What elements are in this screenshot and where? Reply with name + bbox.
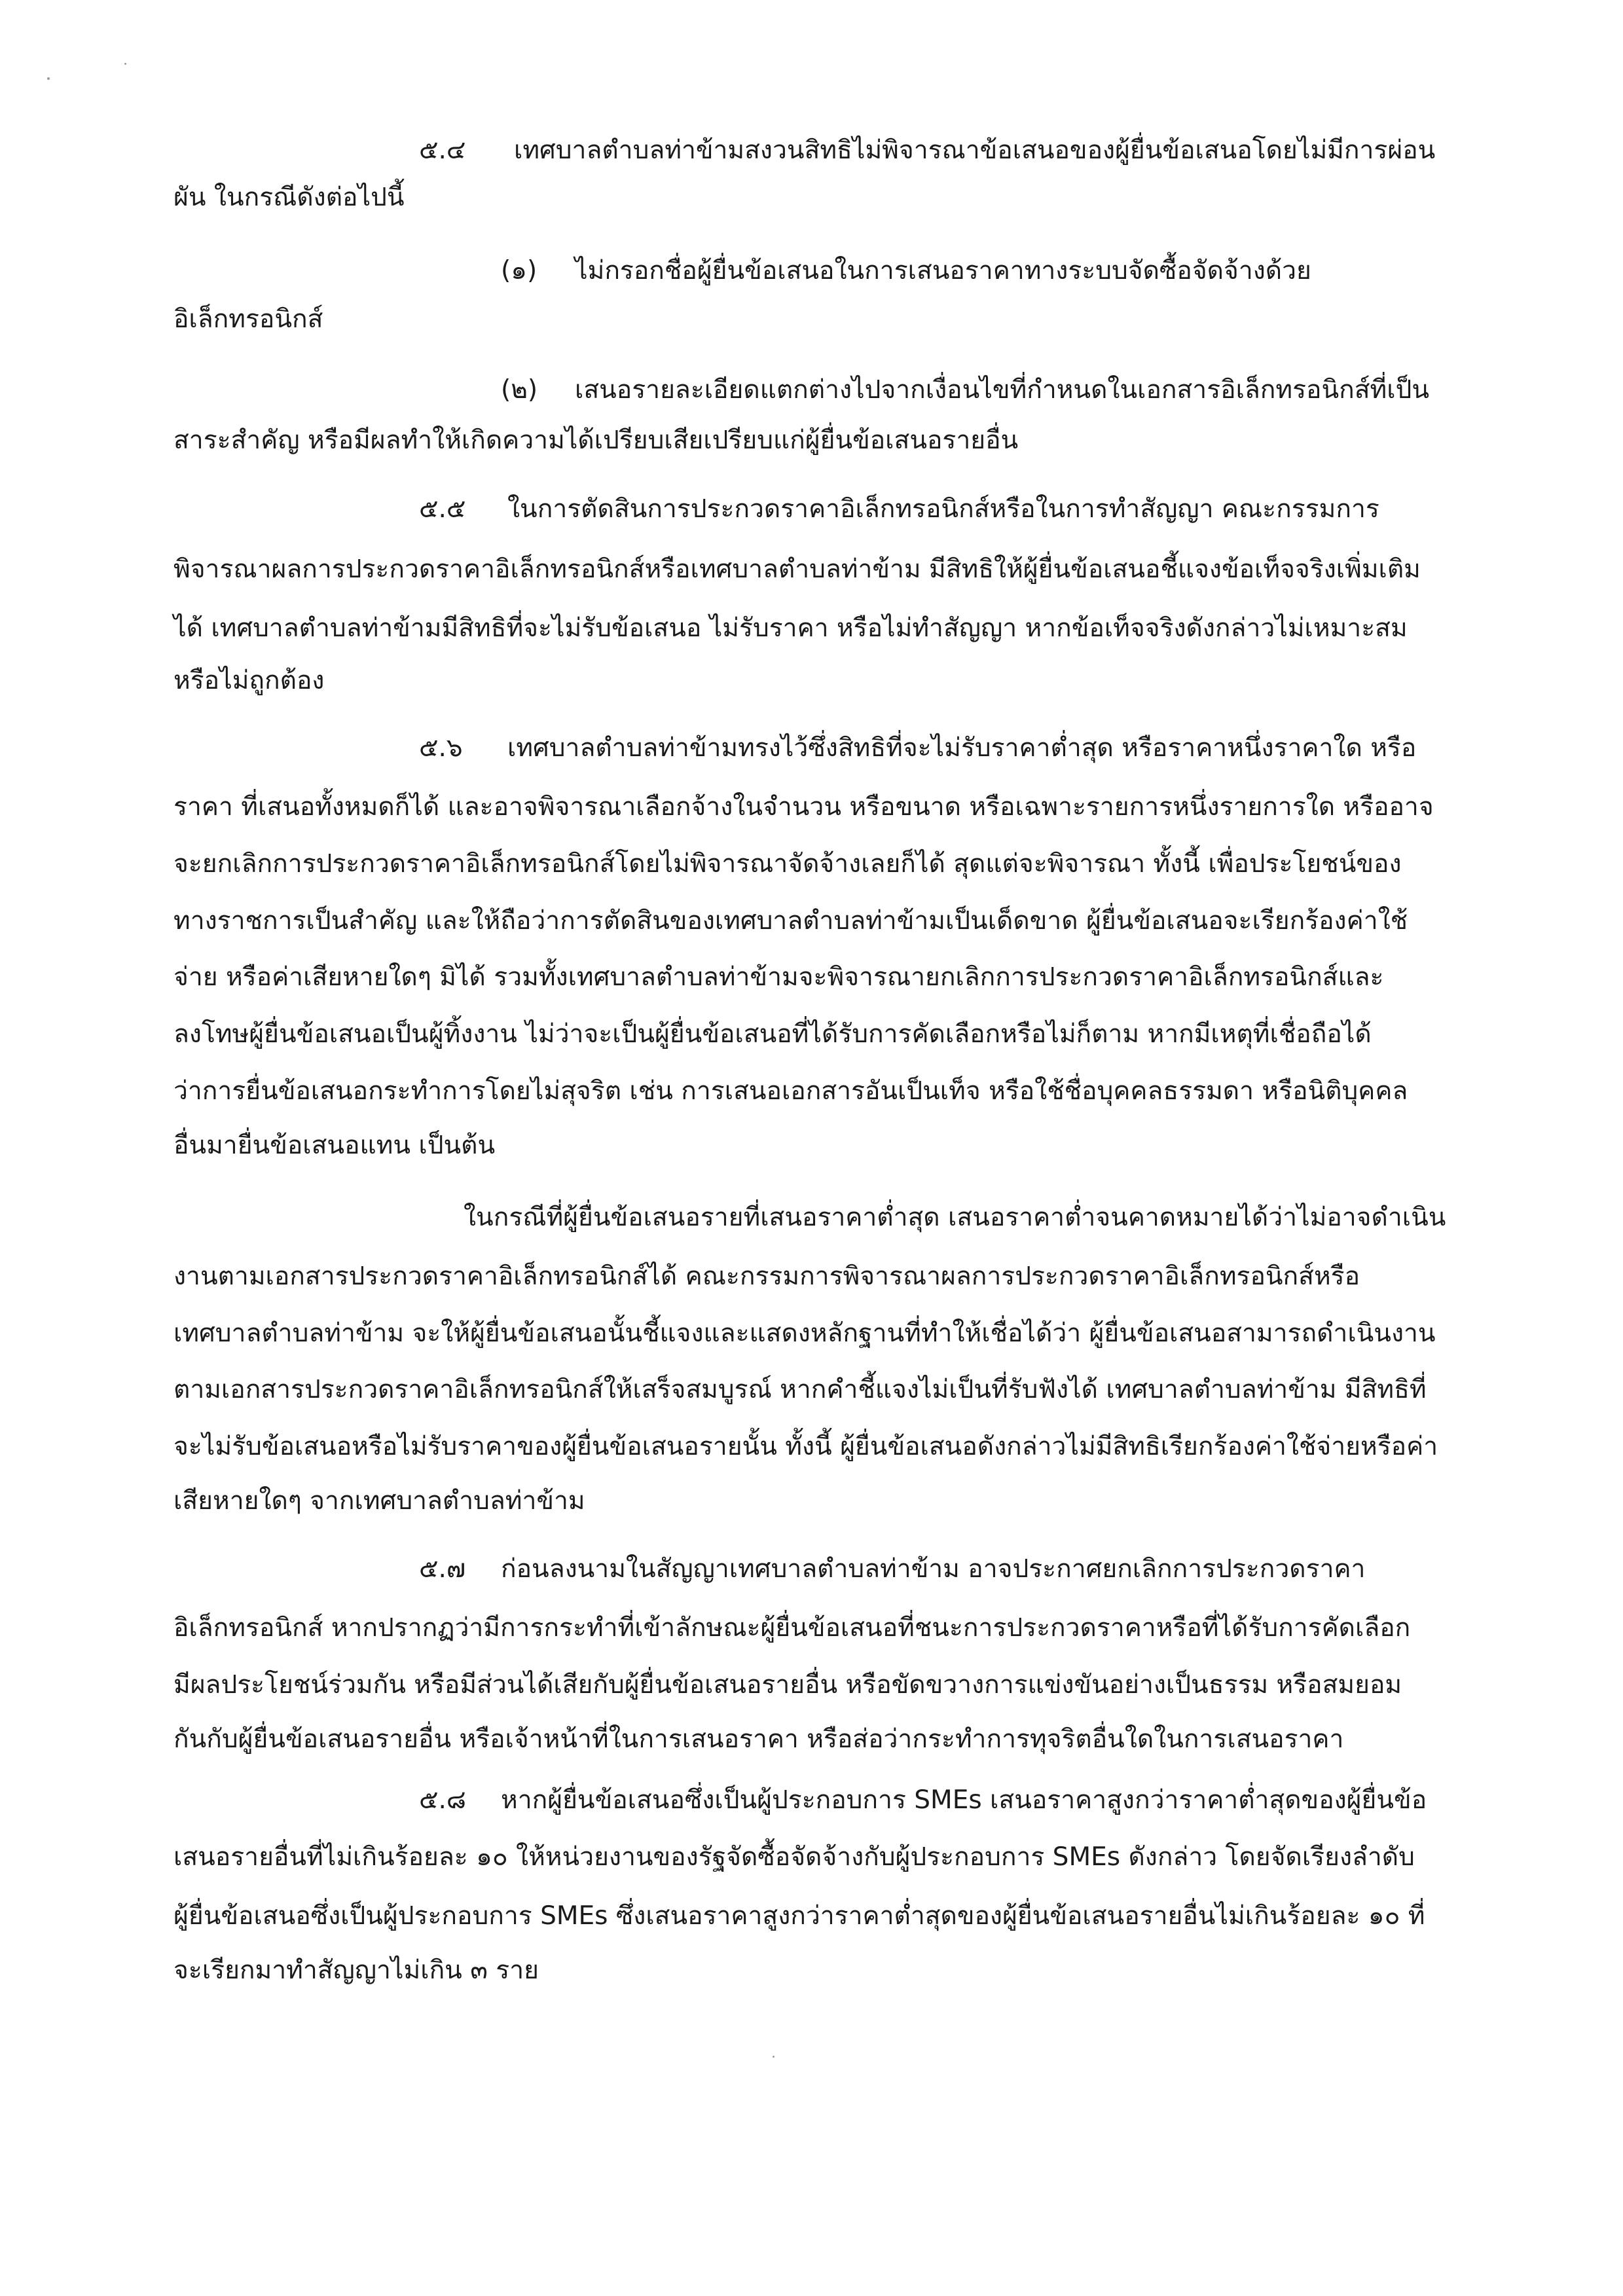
section-line: เทศบาลตำบลท่าข้ามสงวนสิทธิไม่พิจารณาข้อเสนอของผู้ยื่นข้อเสนอโดยไม่มีการผ่อน: [514, 136, 1436, 165]
item-number: (๑): [501, 256, 538, 285]
item-line: ไม่กรอกชื่อผู้ยื่นข้อเสนอในการเสนอราคาทางระบบจัดซื้อจัดจ้างด้วย: [575, 256, 1311, 285]
section-line: ผัน ในกรณีดังต่อไปนี้: [173, 183, 405, 212]
section-number: ๕.๖: [419, 733, 463, 763]
section-line: มีผลประโยชน์ร่วมกัน หรือมีส่วนได้เสียกับผู้ยื่นข้อเสนอรายอื่น หรือขัดขวางการแข่งขันอย่างเป็นธรรม หรือสมยอม: [173, 1670, 1402, 1700]
section-line: ว่าการยื่นข้อเสนอกระทำการโดยไม่สุจริต เช่น การเสนอเอกสารอันเป็นเท็จ หรือใช้ชื่อบุคคลธรรมดา หรือนิติบุคคล: [173, 1076, 1408, 1106]
section-line: ลงโทษผู้ยื่นข้อเสนอเป็นผู้ทิ้งงาน ไม่ว่าจะเป็นผู้ยื่นข้อเสนอที่ได้รับการคัดเลือกหรือไม่ก็ตาม หากมีเหตุที่เชื่อถือได้: [173, 1019, 1372, 1049]
section-line: ราคา ที่เสนอทั้งหมดก็ได้ และอาจพิจารณาเลือกจ้างในจำนวน หรือขนาด หรือเฉพาะรายการหนึ่งรายการใด หรืออาจ: [173, 792, 1434, 822]
section-line: ในการตัดสินการประกวดราคาอิเล็กทรอนิกส์หรือในการทำสัญญา คณะกรรมการ: [507, 494, 1379, 524]
section-number: ๕.๘: [419, 1785, 467, 1815]
item-line: อิเล็กทรอนิกส์: [173, 304, 323, 334]
section-line: จะเรียกมาทำสัญญาไม่เกิน ๓ ราย: [173, 1956, 539, 1985]
paragraph-line: จะไม่รับข้อเสนอหรือไม่รับราคาของผู้ยื่นข้อเสนอรายนั้น ทั้งนี้ ผู้ยื่นข้อเสนอดังกล่าวไม่มีสิทธิเรียกร้องค่าใช้จ่ายหรือค่า: [173, 1432, 1438, 1461]
section-number: ๕.๗: [419, 1554, 466, 1584]
scan-speck: [124, 63, 126, 65]
section-line: เสนอรายอื่นที่ไม่เกินร้อยละ ๑๐ ให้หน่วยงานของรัฐจัดซื้อจัดจ้างกับผู้ประกอบการ SMEs ดังกล่าว โดยจัดเรียงลำดับ: [173, 1842, 1415, 1872]
paragraph-line: งานตามเอกสารประกวดราคาอิเล็กทรอนิกส์ได้ คณะกรรมการพิจารณาผลการประกวดราคาอิเล็กทรอนิกส์หรือ: [173, 1262, 1360, 1291]
section-line: อื่นมายื่นข้อเสนอแทน เป็นต้น: [173, 1131, 496, 1160]
section-number: ๕.๔: [419, 136, 466, 165]
scan-speck: [47, 77, 50, 80]
section-line: จะยกเลิกการประกวดราคาอิเล็กทรอนิกส์โดยไม่พิจารณาจัดจ้างเลยก็ได้ สุดแต่จะพิจารณา ทั้งนี้ เพื่อประโยชน์ของ: [173, 849, 1402, 879]
section-line: หากผู้ยื่นข้อเสนอซึ่งเป็นผู้ประกอบการ SMEs เสนอราคาสูงกว่าราคาต่ำสุดของผู้ยื่นข้อ: [501, 1785, 1427, 1815]
item-line: เสนอรายละเอียดแตกต่างไปจากเงื่อนไขที่กำหนดในเอกสารอิเล็กทรอนิกส์ที่เป็น: [575, 375, 1430, 405]
section-line: ได้ เทศบาลตำบลท่าข้ามมีสิทธิที่จะไม่รับข้อเสนอ ไม่รับราคา หรือไม่ทำสัญญา หากข้อเท็จจริงดังกล่าวไม่เหมาะสม: [173, 613, 1408, 643]
section-line: กันกับผู้ยื่นข้อเสนอรายอื่น หรือเจ้าหน้าที่ในการเสนอราคา หรือส่อว่ากระทำการทุจริตอื่นใดในการเสนอราคา: [173, 1724, 1344, 1754]
paragraph-line: ในกรณีที่ผู้ยื่นข้อเสนอรายที่เสนอราคาต่ำสุด เสนอราคาต่ำจนคาดหมายได้ว่าไม่อาจดำเนิน: [464, 1203, 1446, 1232]
section-line: พิจารณาผลการประกวดราคาอิเล็กทรอนิกส์หรือเทศบาลตำบลท่าข้าม มีสิทธิให้ผู้ยื่นข้อเสนอชี้แจงข้อเท็จจริงเพิ่มเติม: [173, 555, 1421, 584]
section-line: เทศบาลตำบลท่าข้ามทรงไว้ซึ่งสิทธิที่จะไม่รับราคาต่ำสุด หรือราคาหนึ่งราคาใด หรือ: [507, 733, 1417, 763]
item-line: สาระสำคัญ หรือมีผลทำให้เกิดความได้เปรียบเสียเปรียบแก่ผู้ยื่นข้อเสนอรายอื่น: [173, 426, 1019, 455]
section-line: ทางราชการเป็นสำคัญ และให้ถือว่าการตัดสินของเทศบาลตำบลท่าข้ามเป็นเด็ดขาด ผู้ยื่นข้อเสนอจะเรียกร้องค่าใช้: [173, 906, 1408, 936]
section-line: หรือไม่ถูกต้อง: [173, 666, 325, 695]
section-line: ก่อนลงนามในสัญญาเทศบาลตำบลท่าข้าม อาจประกาศยกเลิกการประกวดราคา: [501, 1554, 1366, 1584]
section-line: อิเล็กทรอนิกส์ หากปรากฏว่ามีการกระทำที่เข้าลักษณะผู้ยื่นข้อเสนอที่ชนะการประกวดราคาหรือที่ได้รับการคัดเลือก: [173, 1613, 1411, 1643]
paragraph-line: ตามเอกสารประกวดราคาอิเล็กทรอนิกส์ให้เสร็จสมบูรณ์ หากคำชี้แจงไม่เป็นที่รับฟังได้ เทศบาลตำบลท่าข้าม มีสิทธิที่: [173, 1375, 1427, 1404]
scan-speck: [773, 2056, 775, 2058]
item-number: (๒): [501, 375, 538, 405]
paragraph-line: เสียหายใดๆ จากเทศบาลตำบลท่าข้าม: [173, 1486, 585, 1516]
section-line: ผู้ยื่นข้อเสนอซึ่งเป็นผู้ประกอบการ SMEs ซึ่งเสนอราคาสูงกว่าราคาต่ำสุดของผู้ยื่นข้อเสนอรายอื่นไม่เกินร้อยละ ๑๐ ที่: [173, 1901, 1425, 1931]
section-number: ๕.๕: [419, 494, 466, 524]
paragraph-line: เทศบาลตำบลท่าข้าม จะให้ผู้ยื่นข้อเสนอนั้นชี้แจงและแสดงหลักฐานที่ทำให้เชื่อได้ว่า ผู้ยื่นข้อเสนอสามารถดำเนินงาน: [173, 1319, 1436, 1348]
section-line: จ่าย หรือค่าเสียหายใดๆ มิได้ รวมทั้งเทศบาลตำบลท่าข้ามจะพิจารณายกเลิกการประกวดราคาอิเล็กทรอนิกส์และ: [173, 962, 1384, 992]
